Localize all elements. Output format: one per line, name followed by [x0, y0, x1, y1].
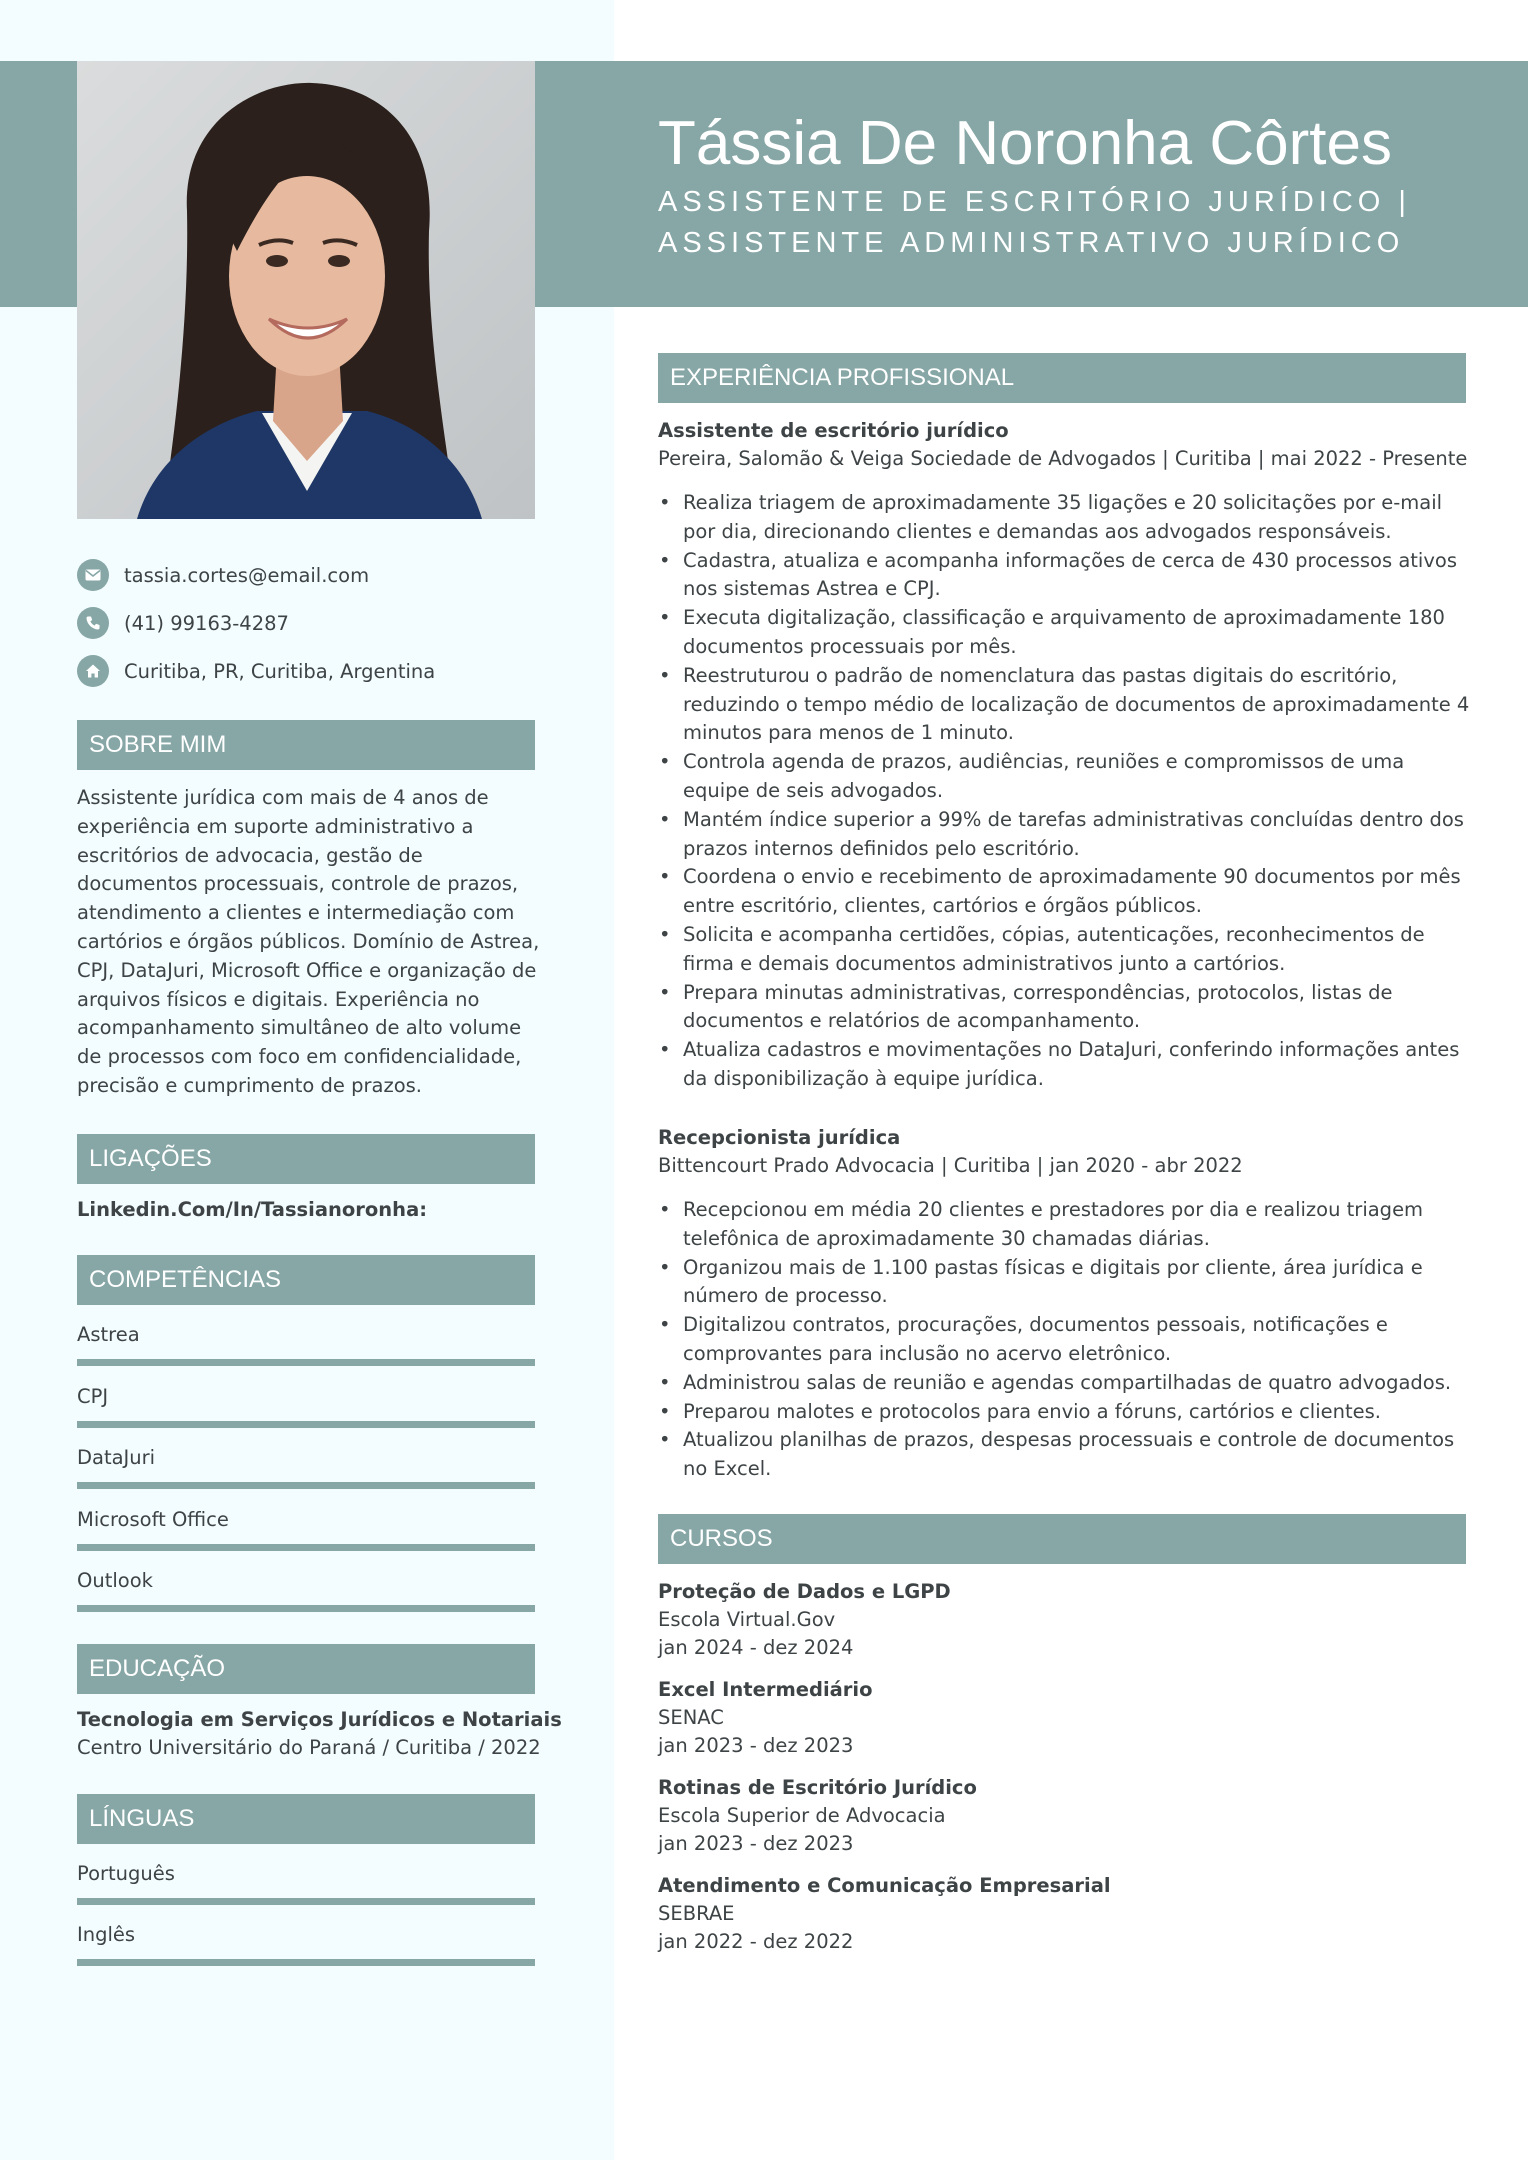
course-dates: jan 2022 - dez 2022: [658, 1930, 854, 1953]
skill-bar: [77, 1482, 535, 1489]
job-bullet: • Preparou malotes e protocolos para envio a fóruns, cartórios e clientes.: [658, 1398, 1470, 1427]
job-bullet: • Administrou salas de reunião e agendas compartilhadas de quatro advogados.: [658, 1369, 1470, 1398]
course-dates: jan 2024 - dez 2024: [658, 1636, 854, 1659]
skill-label: Outlook: [77, 1569, 153, 1592]
course-title: Excel Intermediário: [658, 1678, 873, 1701]
job-meta: Bittencourt Prado Advocacia | Curitiba | jan 2020 - abr 2022: [658, 1154, 1243, 1177]
course-dates: jan 2023 - dez 2023: [658, 1734, 854, 1757]
job-bullet: • Prepara minutas administrativas, correspondências, protocolos, listas de documentos e relatórios de acompanhamento.: [658, 979, 1470, 1037]
skill-bar-fill: [77, 1544, 535, 1551]
contact-email: [77, 558, 369, 592]
course-item: [658, 1774, 977, 1858]
skill-label: Microsoft Office: [77, 1508, 229, 1531]
skill-bar-fill: [77, 1605, 535, 1612]
profile-photo: [77, 61, 535, 519]
course-dates: jan 2023 - dez 2023: [658, 1832, 854, 1855]
language-label: Português: [77, 1862, 175, 1885]
course-title: Rotinas de Escritório Jurídico: [658, 1776, 977, 1799]
skill-label: DataJuri: [77, 1446, 156, 1469]
contact-address: [77, 654, 435, 688]
skill-bar: [77, 1421, 535, 1428]
course-school: SEBRAE: [658, 1902, 735, 1925]
links-heading: LIGAÇÕES: [77, 1134, 535, 1184]
job-bullet: • Coordena o envio e recebimento de aproximadamente 90 documentos por mês entre escritório, clientes, cartórios e órgãos públicos.: [658, 863, 1470, 921]
job-bullet: • Solicita e acompanha certidões, cópias, autenticações, reconhecimentos de firma e demais documentos administrativos junto a cartórios.: [658, 921, 1470, 979]
skill-bar-fill: [77, 1359, 535, 1366]
job-bullet: • Atualiza cadastros e movimentações no DataJuri, conferindo informações antes da disponibilização à equipe jurídica.: [658, 1036, 1470, 1094]
course-title: Proteção de Dados e LGPD: [658, 1580, 951, 1603]
skill-bar: [77, 1605, 535, 1612]
job-bullets: [658, 489, 1470, 1094]
job-bullet: • Mantém índice superior a 99% de tarefas administrativas concluídas dentro dos prazos internos definidos pelo escritório.: [658, 806, 1470, 864]
course-title: Atendimento e Comunicação Empresarial: [658, 1874, 1111, 1897]
about-text: Assistente jurídica com mais de 4 anos de experiência em suporte administrativo a escritórios de advocacia, gestão de documentos processuais, controle de prazos, atendimento a clientes e intermediação com cartórios e órgãos públicos. Domínio de Astrea, CPJ, DataJuri, Microsoft Office e organização de arquivos físicos e digitais. Experiência no acompanhamento simultâneo de alto volume de processos com foco em confidencialidade, precisão e cumprimento de prazos.: [77, 786, 540, 1097]
linkedin-link[interactable]: Linkedin.Com/In/Tassianoronha:: [77, 1198, 428, 1221]
job-bullet: • Atualizou planilhas de prazos, despesas processuais e controle de documentos no Excel.: [658, 1426, 1470, 1484]
subtitle-line-1: ASSISTENTE DE ESCRITÓRIO JURÍDICO |: [658, 186, 1411, 218]
education-school: Centro Universitário do Paraná / Curitiba / 2022: [77, 1736, 541, 1759]
about-heading: SOBRE MIM: [77, 720, 535, 770]
language-bar-fill: [77, 1898, 535, 1905]
job-title: Assistente de escritório jurídico: [658, 419, 1009, 442]
phone-icon: [77, 607, 109, 639]
course-item: [658, 1872, 1111, 1956]
language-bar-fill: [77, 1959, 535, 1966]
job-bullet: • Realiza triagem de aproximadamente 35 ligações e 20 solicitações por e-mail por dia, direcionando clientes e demandas aos advogados responsáveis.: [658, 489, 1470, 547]
education-degree: Tecnologia em Serviços Jurídicos e Notariais: [77, 1708, 562, 1731]
job-bullets: [658, 1196, 1470, 1484]
skills-heading: COMPETÊNCIAS: [77, 1255, 535, 1305]
address-text: Curitiba, PR, Curitiba, Argentina: [124, 659, 436, 683]
job-bullet: • Controla agenda de prazos, audiências, reuniões e compromissos de uma equipe de seis advogados.: [658, 748, 1470, 806]
skill-label: CPJ: [77, 1385, 109, 1408]
language-label: Inglês: [77, 1923, 136, 1946]
email-icon: [77, 559, 109, 591]
skill-label: Astrea: [77, 1323, 140, 1346]
phone-text[interactable]: (41) 99163-4287: [124, 611, 289, 635]
subtitle-line-2: ASSISTENTE ADMINISTRATIVO JURÍDICO: [658, 227, 1405, 259]
language-bar: [77, 1898, 535, 1905]
job-meta: Pereira, Salomão & Veiga Sociedade de Advogados | Curitiba | mai 2022 - Presente: [658, 447, 1468, 470]
course-item: [658, 1676, 873, 1760]
skill-bar-fill: [77, 1482, 535, 1489]
language-bar: [77, 1959, 535, 1966]
job-bullet: • Recepcionou em média 20 clientes e prestadores por dia e realizou triagem telefônica de aproximadamente 30 chamadas diárias.: [658, 1196, 1470, 1254]
courses-heading: CURSOS: [658, 1514, 1466, 1564]
candidate-name: Tássia De Noronha Côrtes: [658, 109, 1392, 178]
job-title-subtitle: [658, 182, 1478, 264]
course-school: Escola Superior de Advocacia: [658, 1804, 946, 1827]
skill-bar: [77, 1544, 535, 1551]
job-bullet: • Organizou mais de 1.100 pastas físicas e digitais por cliente, área jurídica e número de processo.: [658, 1254, 1470, 1312]
skill-bar-fill: [77, 1421, 535, 1428]
job-bullet: • Digitalizou contratos, procurações, documentos pessoais, notificações e comprovantes para inclusão no acervo eletrônico.: [658, 1311, 1470, 1369]
languages-heading: LÍNGUAS: [77, 1794, 535, 1844]
job-bullet: • Cadastra, atualiza e acompanha informações de cerca de 430 processos ativos nos sistemas Astrea e CPJ.: [658, 547, 1470, 605]
job-bullet: • Executa digitalização, classificação e arquivamento de aproximadamente 180 documentos processuais por mês.: [658, 604, 1470, 662]
email-text[interactable]: tassia.cortes@email.com: [124, 563, 370, 587]
course-school: Escola Virtual.Gov: [658, 1608, 836, 1631]
job-bullet: • Reestruturou o padrão de nomenclatura das pastas digitais do escritório, reduzindo o tempo médio de localização de documentos de aproximadamente 4 minutos para menos de 1 minuto.: [658, 662, 1470, 748]
contact-phone: [77, 606, 289, 640]
skill-bar: [77, 1359, 535, 1366]
course-item: [658, 1578, 951, 1662]
experience-heading: EXPERIÊNCIA PROFISSIONAL: [658, 353, 1466, 403]
education-heading: EDUCAÇÃO: [77, 1644, 535, 1694]
job-title: Recepcionista jurídica: [658, 1126, 901, 1149]
course-school: SENAC: [658, 1706, 724, 1729]
home-icon: [77, 655, 109, 687]
